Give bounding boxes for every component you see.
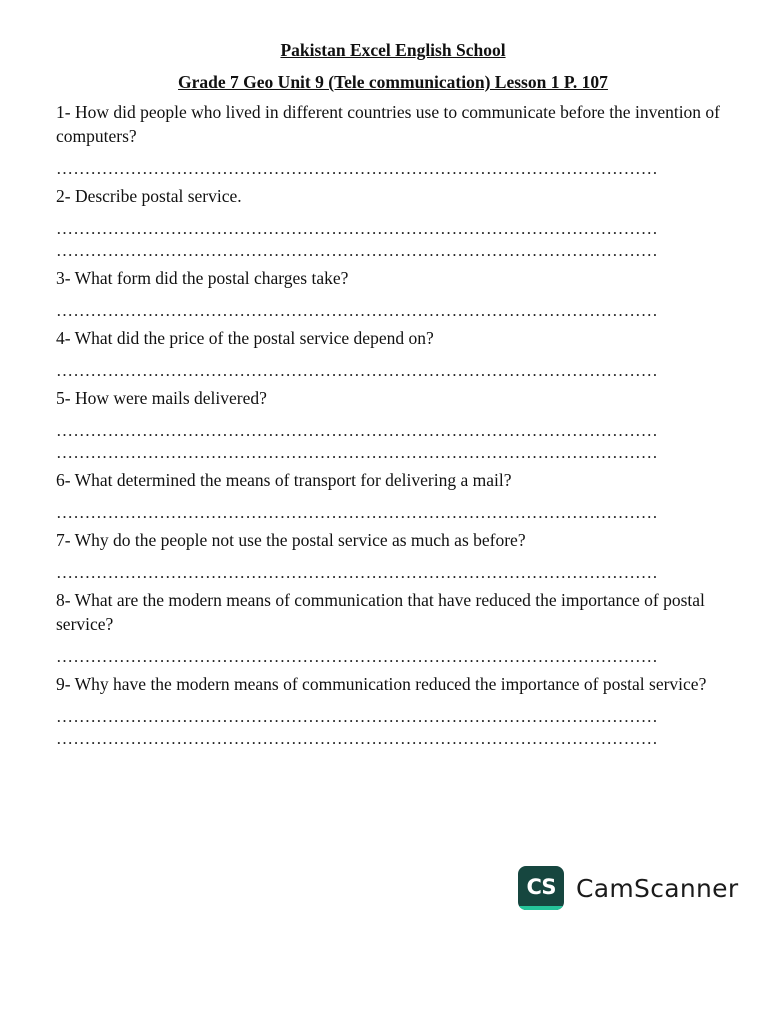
answer-area: [56, 706, 730, 750]
question-item: [56, 184, 730, 262]
answer-line: ……………………………………………………………………………………………: [56, 729, 658, 748]
answer-area: [56, 562, 730, 584]
answer-area: [56, 218, 730, 262]
logo-wordmark: CamScanner: [576, 873, 739, 903]
question-item: [56, 672, 730, 750]
answer-area: [56, 646, 730, 668]
answer-area: [56, 360, 730, 382]
logo-badge-text: CS: [526, 874, 556, 899]
question-text: 7- Why do the people not use the postal service as much as before?: [56, 530, 526, 550]
question-item: [56, 386, 730, 464]
answer-line: ……………………………………………………………………………………………: [56, 421, 658, 440]
question-item: [56, 528, 730, 584]
answer-line: ……………………………………………………………………………………………: [56, 443, 658, 462]
answer-line: ……………………………………………………………………………………………: [56, 241, 658, 260]
answer-line: ……………………………………………………………………………………………: [56, 301, 658, 320]
camscanner-logo-icon: [518, 866, 564, 910]
question-text: 8- What are the modern means of communication that have reduced the importance of postal service?: [56, 590, 705, 634]
question-item: [56, 468, 730, 524]
question-text: 3- What form did the postal charges take?: [56, 268, 349, 288]
question-text: 4- What did the price of the postal service depend on?: [56, 328, 434, 348]
question-item: [56, 588, 730, 668]
answer-area: [56, 502, 730, 524]
worksheet-title: Grade 7 Geo Unit 9 (Tele communication) Lesson 1 P. 107: [178, 72, 608, 92]
answer-line: ……………………………………………………………………………………………: [56, 503, 658, 522]
answer-line: ……………………………………………………………………………………………: [56, 361, 658, 380]
answer-line: ……………………………………………………………………………………………: [56, 159, 658, 178]
school-name: Pakistan Excel English School: [280, 40, 506, 60]
question-text: 6- What determined the means of transport for delivering a mail?: [56, 470, 512, 490]
answer-line: ……………………………………………………………………………………………: [56, 707, 658, 726]
answer-area: [56, 420, 730, 464]
question-item: [56, 100, 730, 180]
answer-line: ……………………………………………………………………………………………: [56, 647, 658, 666]
camscanner-watermark: [518, 866, 738, 910]
question-list: [56, 100, 730, 750]
question-text: 9- Why have the modern means of communication reduced the importance of postal service?: [56, 674, 707, 694]
question-text: 2- Describe postal service.: [56, 186, 242, 206]
answer-line: ……………………………………………………………………………………………: [56, 219, 658, 238]
answer-line: ……………………………………………………………………………………………: [56, 563, 658, 582]
question-text: 1- How did people who lived in different countries use to communicate before the invention of computers?: [56, 102, 721, 146]
answer-area: [56, 158, 730, 180]
question-item: [56, 266, 730, 322]
question-item: [56, 326, 730, 382]
question-text: 5- How were mails delivered?: [56, 388, 267, 408]
answer-area: [56, 300, 730, 322]
